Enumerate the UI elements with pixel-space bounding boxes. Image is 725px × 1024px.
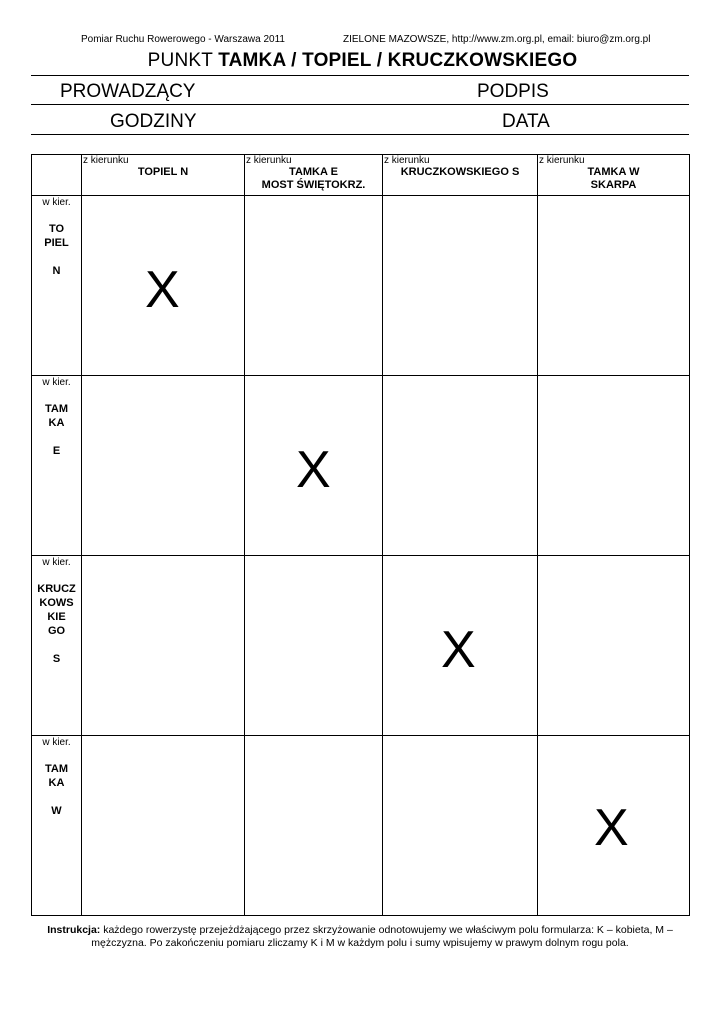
project-note: Pomiar Ruchu Rowerowego - Warszawa 2011 bbox=[81, 34, 285, 45]
to-direction-label: w kier. bbox=[42, 557, 71, 568]
count-cell[interactable] bbox=[383, 556, 538, 736]
operator-field-label: PROWADZĄCY bbox=[60, 81, 196, 102]
header-row bbox=[32, 155, 690, 196]
instruction-label: Instrukcja: bbox=[47, 924, 101, 936]
row-header bbox=[32, 196, 82, 376]
instruction-text bbox=[31, 924, 689, 950]
row-name: TO PIEL N bbox=[44, 223, 69, 277]
table-row bbox=[32, 376, 690, 556]
table-row bbox=[32, 196, 690, 376]
divider bbox=[31, 104, 689, 105]
from-direction-label: z kierunku bbox=[539, 155, 585, 166]
count-cell[interactable] bbox=[383, 196, 538, 376]
hours-field-label: GODZINY bbox=[110, 111, 197, 132]
column-name: KRUCZKOWSKIEGO S bbox=[400, 166, 520, 178]
to-direction-label: w kier. bbox=[42, 737, 71, 748]
title-location: TAMKA / TOPIEL / KRUCZKOWSKIEGO bbox=[218, 50, 578, 71]
title-prefix: PUNKT bbox=[147, 50, 213, 71]
blocked-cell-mark: X bbox=[145, 261, 180, 319]
from-direction-label: z kierunku bbox=[83, 155, 129, 166]
column-name: TOPIEL N bbox=[137, 166, 189, 178]
count-cell[interactable] bbox=[538, 556, 690, 736]
table-row bbox=[32, 556, 690, 736]
row-header bbox=[32, 376, 82, 556]
row-header bbox=[32, 736, 82, 916]
row-name: TAM KA W bbox=[44, 763, 68, 817]
to-direction-label: w kier. bbox=[42, 377, 71, 388]
column-header bbox=[82, 155, 245, 196]
count-cell[interactable] bbox=[82, 376, 245, 556]
row-name: KRUCZ KOWS KIE GO S bbox=[37, 583, 76, 665]
column-header bbox=[245, 155, 383, 196]
count-cell[interactable] bbox=[245, 376, 383, 556]
page-title bbox=[0, 50, 725, 72]
count-grid bbox=[31, 154, 690, 916]
count-cell[interactable] bbox=[383, 736, 538, 916]
divider bbox=[31, 75, 689, 76]
row-name: TAM KA E bbox=[44, 403, 68, 457]
signature-field-label: PODPIS bbox=[477, 81, 549, 102]
blocked-cell-mark: X bbox=[441, 621, 476, 679]
count-cell[interactable] bbox=[538, 376, 690, 556]
count-cell[interactable] bbox=[245, 196, 383, 376]
column-name: TAMKA E MOST ŚWIĘTOKRZ. bbox=[261, 166, 366, 191]
from-direction-label: z kierunku bbox=[384, 155, 430, 166]
column-name: TAMKA W SKARPA bbox=[587, 166, 640, 191]
table-row bbox=[32, 736, 690, 916]
count-cell[interactable] bbox=[245, 736, 383, 916]
divider bbox=[31, 134, 689, 135]
count-cell[interactable] bbox=[82, 196, 245, 376]
corner-cell bbox=[32, 155, 82, 196]
count-cell[interactable] bbox=[82, 736, 245, 916]
count-cell[interactable] bbox=[82, 556, 245, 736]
row-header bbox=[32, 556, 82, 736]
blocked-cell-mark: X bbox=[594, 799, 629, 857]
count-cell[interactable] bbox=[245, 556, 383, 736]
blocked-cell-mark: X bbox=[296, 441, 331, 499]
count-cell[interactable] bbox=[538, 736, 690, 916]
count-cell[interactable] bbox=[383, 376, 538, 556]
from-direction-label: z kierunku bbox=[246, 155, 292, 166]
column-header bbox=[383, 155, 538, 196]
column-header bbox=[538, 155, 690, 196]
to-direction-label: w kier. bbox=[42, 197, 71, 208]
count-cell[interactable] bbox=[538, 196, 690, 376]
instruction-body: każdego rowerzystę przejeżdżającego przez skrzyżowanie odnotowujemy we właściwym polu formularza: K – kobieta, M – mężczyzna. Po zakończeniu pomiaru zliczamy K i M w każdym polu i sumy wpisujemy w prawym dolnym rogu pola. bbox=[91, 924, 673, 949]
date-field-label: DATA bbox=[502, 111, 550, 132]
organization-contact: ZIELONE MAZOWSZE, http://www.zm.org.pl, email: biuro@zm.org.pl bbox=[343, 34, 651, 45]
